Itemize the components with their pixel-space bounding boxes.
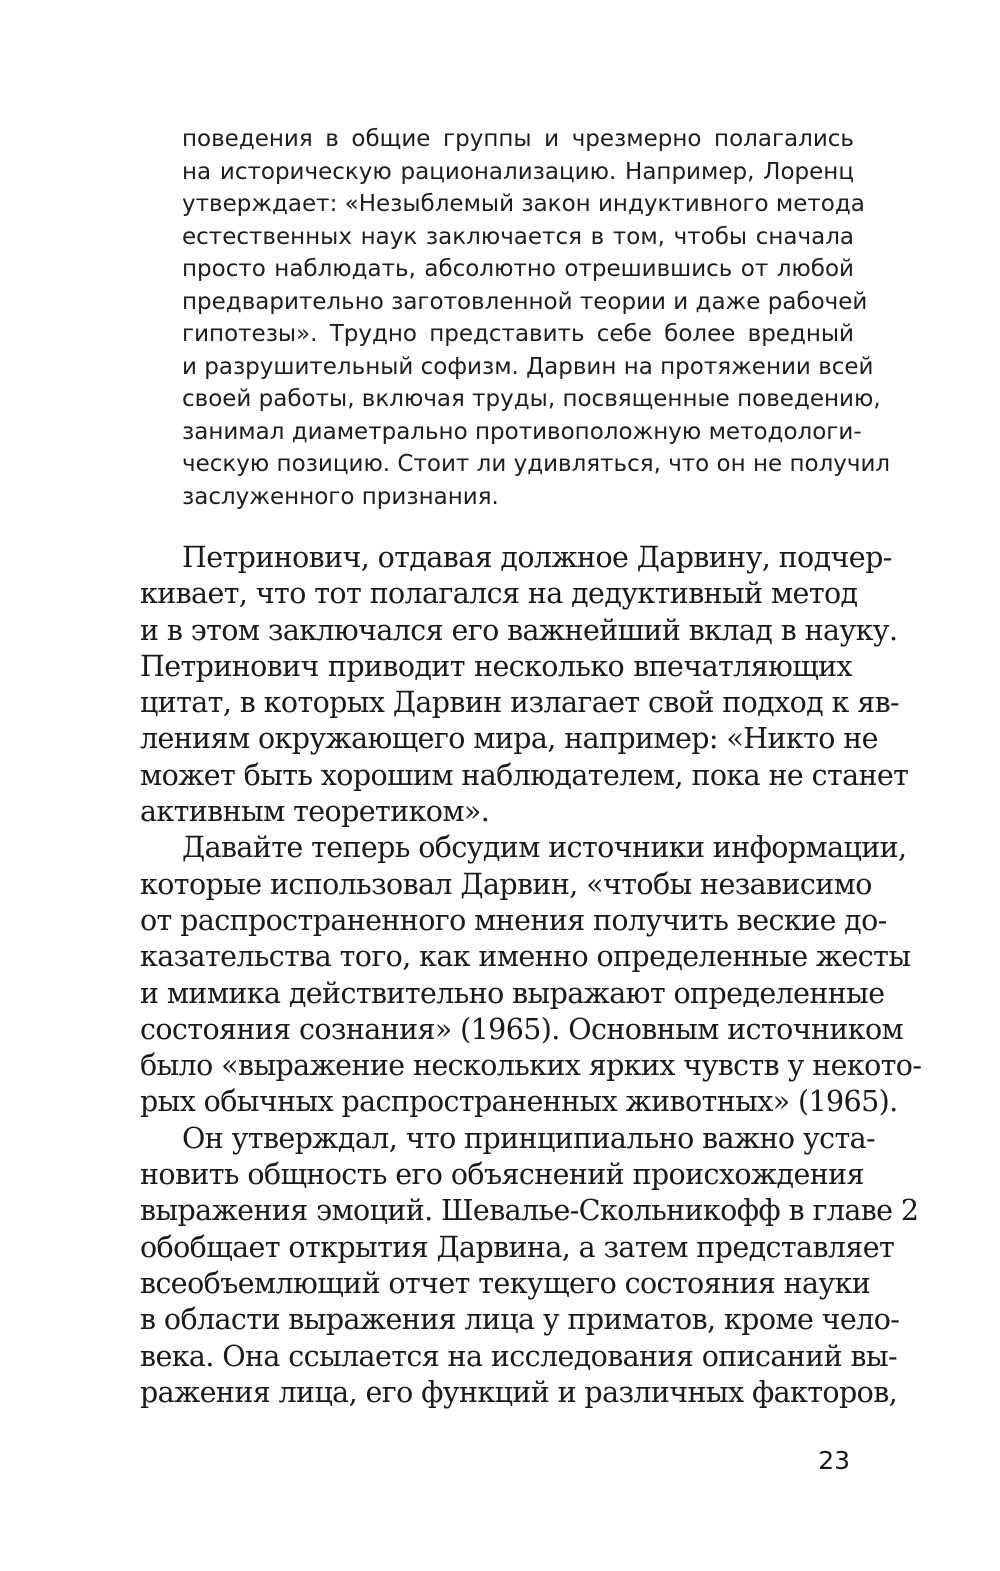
quote-line: и разрушительный софизм. Дарвин на протяжении всей [182, 353, 874, 380]
body-line: новить общность его объяснений происхождения [140, 1158, 864, 1192]
quote-line: заслуженного признания. [182, 483, 499, 510]
body-line: от распространенного мнения получить веские до- [140, 903, 887, 937]
body-line: обобщает открытия Дарвина, а затем представляет [140, 1230, 895, 1264]
quote-line: гипотезы». Трудно представить себе более вредный [182, 321, 854, 347]
body-line: и мимика действительно выражают определенные [140, 976, 885, 1010]
body-line: которые использовал Дарвин, «чтобы независимо [140, 867, 872, 901]
quote-line: поведения в общие группы и чрезмерно полагались [182, 126, 854, 152]
indented-quote-block [182, 123, 891, 513]
quote-line: естественных наук заключается в том, чтобы сначала [182, 223, 854, 250]
body-line: в области выражения лица у приматов, кроме чело- [140, 1303, 900, 1337]
paragraph [140, 830, 922, 1120]
body-line: цитат, в которых Дарвин излагает свой подход к яв- [140, 686, 900, 720]
body-line: ражения лица, его функций и различных факторов, [140, 1375, 898, 1409]
quote-line: занимал диаметрально противоположную методологи- [182, 418, 862, 445]
quote-line: предварительно заготовленной теории и даже рабочей [182, 288, 868, 315]
body-line: активным теоретиком». [140, 795, 490, 829]
paragraph [140, 540, 909, 830]
page-number: 23 [818, 1446, 850, 1475]
body-line: выражения эмоций. Шевалье-Скольникофф в главе 2 [140, 1194, 919, 1228]
quote-line: своей работы, включая труды, посвященные поведению, [182, 386, 881, 412]
body-line: состояния сознания» (1965). Основным источником [140, 1012, 904, 1046]
quote-line: ческую позицию. Стоит ли удивляться, что он не получил [182, 451, 891, 477]
body-line: Давайте теперь обсудим источники информации, [182, 831, 907, 865]
quote-line: просто наблюдать, абсолютно отрешившись от любой [182, 256, 854, 282]
body-line: кивает, что тот полагался на дедуктивный метод [140, 577, 858, 611]
body-line: века. Она ссылается на исследования описаний вы- [140, 1339, 897, 1373]
body-line: рых обычных распространенных животных» (1965). [140, 1085, 898, 1119]
quote-line: на историческую рационализацию. Например, Лоренц [182, 158, 854, 185]
body-line: лениям окружающего мира, например: «Никто не [140, 722, 878, 756]
paragraph [140, 1121, 919, 1411]
body-line: всеобъемлющий отчет текущего состояния науки [140, 1266, 871, 1300]
body-line: Он утверждал, что принципиально важно уста- [182, 1121, 876, 1155]
body-line: Петринович, отдавая должное Дарвину, подчер- [182, 541, 892, 574]
body-line: и в этом заключался его важнейший вклад в науку. [140, 613, 898, 647]
body-line: может быть хорошим наблюдателем, пока не станет [140, 758, 909, 792]
body-line: Петринович приводит несколько впечатляющих [140, 649, 852, 683]
body-text [140, 540, 922, 1411]
body-line: казательства того, как именно определенные жесты [140, 940, 911, 974]
body-line: было «выражение нескольких ярких чувств у некото- [140, 1049, 922, 1083]
quote-line: утверждает: «Незыблемый закон индуктивного метода [182, 191, 865, 217]
